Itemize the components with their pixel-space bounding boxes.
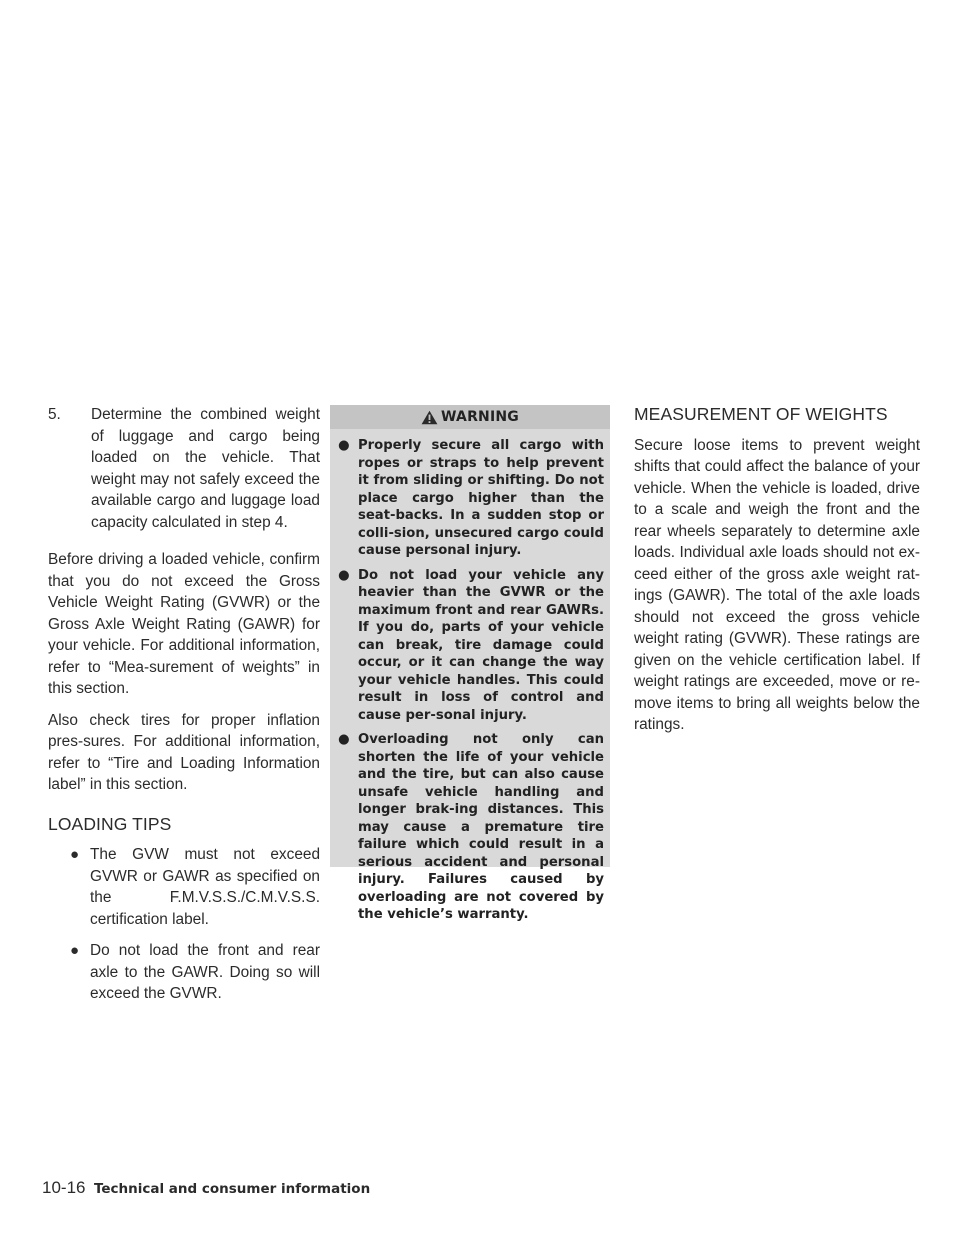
page-number: 10-16 (42, 1178, 86, 1197)
list-item (48, 844, 320, 930)
warning-triangle-icon (421, 410, 438, 425)
page-footer (42, 1178, 370, 1198)
paragraph-measurement: Secure loose items to prevent weight shifts that could affect the balance of your vehicle. When the vehicle is loaded, drive to a scale and weigh the front and the rear wheels separately to determine axle loads. Individual axle loads should not ex-ceed either of the gross axle weight rat-ings (GAWR). The total of the axle loads should not exceed the gross vehicle weight rating (GVWR). These ratings are given on the vehicle certification label. If weight ratings are exceeded, move or re-move items to bring all weights below the ratings. (634, 436, 920, 733)
heading-measurement-of-weights: MEASUREMENT OF WEIGHTS (634, 404, 888, 424)
section-title: Technical and consumer information (93, 1181, 371, 1197)
warning-box (330, 405, 610, 922)
warning-item-text: Overloading not only can shorten the life of your vehicle and the tire, but can also cause unsafe vehicle handling and longer brak-ing distances. This may cause a premature tire failure which could result in a serious accident and personal injury. Failures caused by overloading are not covered by the vehicle’s warranty. (358, 732, 604, 922)
bullet-icon: ● (338, 567, 350, 583)
list-item-text: Do not load the front and rear axle to the GAWR. Doing so will exceed the GVWR. (90, 942, 320, 1002)
loading-tips-list (48, 844, 320, 1005)
warning-item (330, 567, 604, 725)
warning-title: WARNING (441, 409, 519, 425)
paragraph-tire-inflation: Also check tires for proper inflation pres-sures. For additional information, refer to “Tire and Loading Information label” in this section. (48, 711, 320, 793)
bullet-icon: ● (70, 942, 80, 959)
paragraph-weight-ratings: Before driving a loaded vehicle, confirm that you do not exceed the Gross Vehicle Weight Rating (GVWR) or the Gross Axle Weight Rating (GAWR) for your vehicle. For additional information, refer to “Mea-surement of weights” in this section. (48, 551, 320, 697)
step-item-5 (48, 404, 320, 533)
step-text: Determine the combined weight of luggage and cargo being loaded on the vehicle. That weight may not safely exceed the available cargo and luggage load capacity calculated in step 4. (91, 406, 320, 531)
bullet-icon: ● (338, 438, 350, 453)
bullet-icon: ● (70, 846, 80, 863)
warning-item (330, 731, 604, 924)
step-number: 5. (48, 406, 61, 423)
warning-item-text: Properly secure all cargo with ropes or straps to help prevent it from sliding or shifting. Do not place cargo higher than the seat-backs. In a sudden stop or colli-sion, unsecured cargo could cause personal injury. (358, 438, 604, 558)
right-column (634, 404, 920, 746)
list-item-text: The GVW must not exceed GVWR or GAWR as specified on the F.M.V.S.S./C.M.V.S.S. certification label. (90, 846, 320, 928)
left-column (48, 404, 320, 1015)
bullet-icon: ● (338, 732, 350, 747)
warning-item-text: Do not load your vehicle any heavier than the GVWR or the maximum front and rear GAWRs. If you do, parts of your vehicle can break, tire damage could occur, or it can change the way your vehicle handles. This could result in loss of control and cause per-sonal injury. (358, 567, 604, 723)
warning-header (330, 405, 610, 429)
list-item (48, 940, 320, 1005)
heading-loading-tips: LOADING TIPS (48, 813, 172, 834)
warning-item (330, 437, 604, 560)
warning-list (330, 429, 610, 924)
